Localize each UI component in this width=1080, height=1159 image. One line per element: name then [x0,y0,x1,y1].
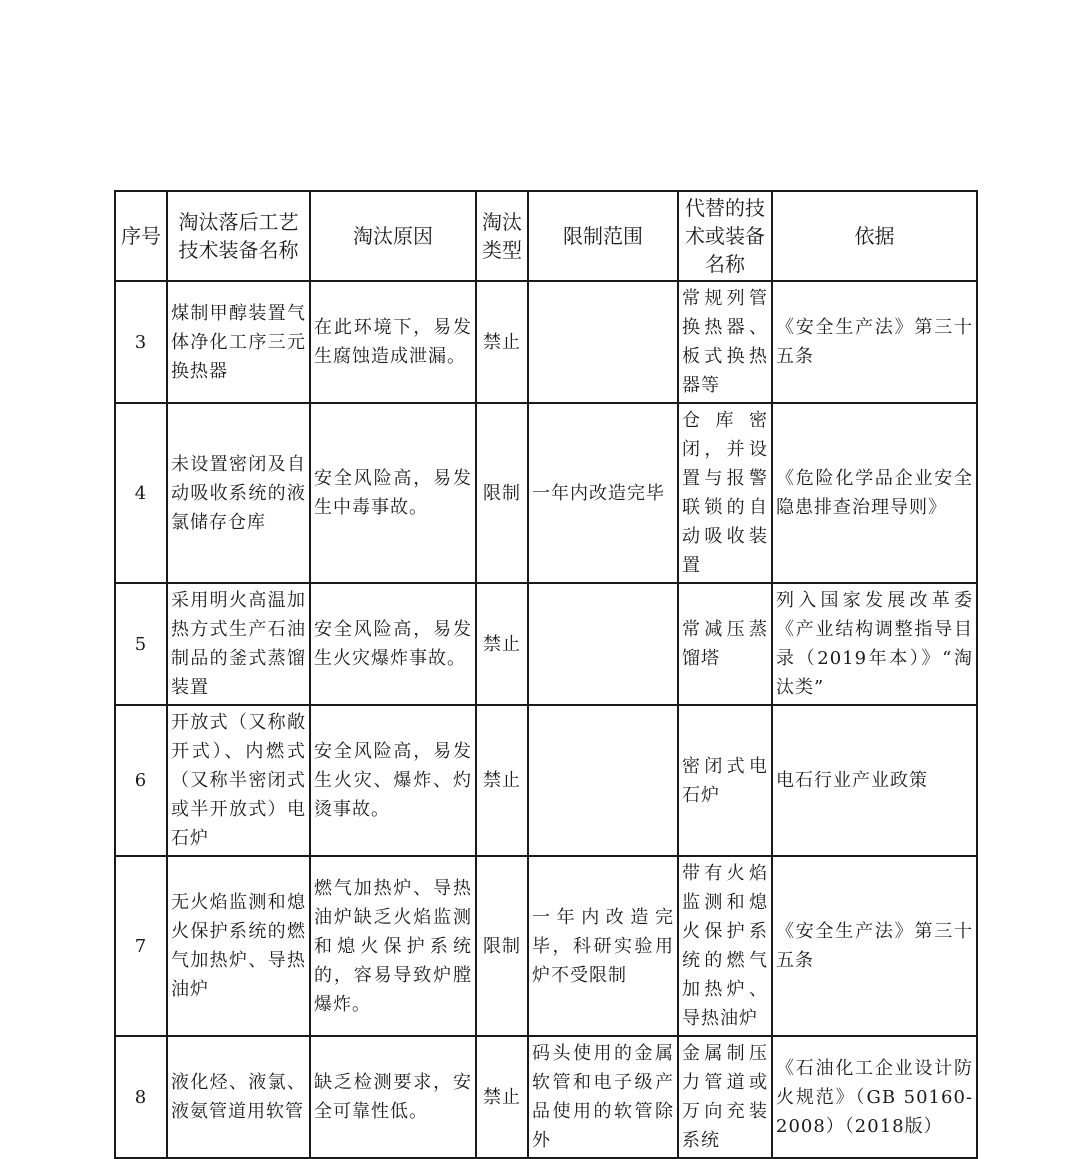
cell-basis: 《安全生产法》第三十五条 [772,281,977,403]
cell-alt: 常减压蒸馏塔 [678,583,772,705]
table-row [115,1036,977,1158]
cell-reason: 安全风险高，易发生火灾、爆炸、灼烫事故。 [310,705,476,856]
cell-seq: 7 [115,856,167,1036]
cell-alt: 常规列管换热器、板式换热器等 [678,281,772,403]
cell-seq: 6 [115,705,167,856]
table-row [115,281,977,403]
cell-reason: 在此环境下，易发生腐蚀造成泄漏。 [310,281,476,403]
cell-reason: 燃气加热炉、导热油炉缺乏火焰监测和熄火保护系统的，容易导致炉膛爆炸。 [310,856,476,1036]
header-reason: 淘汰原因 [310,191,476,281]
cell-basis: 《安全生产法》第三十五条 [772,856,977,1036]
cell-basis: 《石油化工企业设计防火规范》（GB 50160-2008）（2018版） [772,1036,977,1158]
cell-name: 开放式（又称敞开式）、内燃式（又称半密闭式或半开放式）电石炉 [167,705,310,856]
cell-scope [528,705,678,856]
cell-type: 禁止 [476,1036,528,1158]
cell-scope [528,583,678,705]
cell-type: 禁止 [476,705,528,856]
cell-seq: 3 [115,281,167,403]
elimination-table [114,190,978,1159]
cell-seq: 8 [115,1036,167,1158]
cell-scope: 一年内改造完毕，科研实验用炉不受限制 [528,856,678,1036]
header-basis: 依据 [772,191,977,281]
cell-scope: 码头使用的金属软管和电子级产品使用的软管除外 [528,1036,678,1158]
cell-alt: 金属制压力管道或万向充装系统 [678,1036,772,1158]
header-name: 淘汰落后工艺技术装备名称 [167,191,310,281]
cell-reason: 安全风险高，易发生中毒事故。 [310,403,476,583]
cell-seq: 4 [115,403,167,583]
cell-seq: 5 [115,583,167,705]
cell-name: 煤制甲醇装置气体净化工序三元换热器 [167,281,310,403]
cell-scope: 一年内改造完毕 [528,403,678,583]
cell-type: 禁止 [476,583,528,705]
header-row [115,191,977,281]
table-row [115,856,977,1036]
table-row [115,583,977,705]
cell-basis: 《危险化学品企业安全隐患排查治理导则》 [772,403,977,583]
cell-type: 禁止 [476,281,528,403]
cell-name: 液化烃、液氯、液氨管道用软管 [167,1036,310,1158]
cell-scope [528,281,678,403]
cell-reason: 缺乏检测要求，安全可靠性低。 [310,1036,476,1158]
table-row [115,705,977,856]
cell-alt: 仓库密闭，并设置与报警联锁的自动吸收装置 [678,403,772,583]
table-row [115,403,977,583]
cell-type: 限制 [476,856,528,1036]
cell-basis: 电石行业产业政策 [772,705,977,856]
cell-basis: 列入国家发展改革委《产业结构调整指导目录（2019年本）》“淘汰类” [772,583,977,705]
header-type: 淘汰类型 [476,191,528,281]
cell-type: 限制 [476,403,528,583]
cell-reason: 安全风险高，易发生火灾爆炸事故。 [310,583,476,705]
header-alt: 代替的技术或装备名称 [678,191,772,281]
header-seq: 序号 [115,191,167,281]
cell-name: 未设置密闭及自动吸收系统的液氯储存仓库 [167,403,310,583]
cell-alt: 带有火焰监测和熄火保护系统的燃气加热炉、导热油炉 [678,856,772,1036]
header-scope: 限制范围 [528,191,678,281]
cell-name: 采用明火高温加热方式生产石油制品的釜式蒸馏装置 [167,583,310,705]
cell-alt: 密闭式电石炉 [678,705,772,856]
cell-name: 无火焰监测和熄火保护系统的燃气加热炉、导热油炉 [167,856,310,1036]
